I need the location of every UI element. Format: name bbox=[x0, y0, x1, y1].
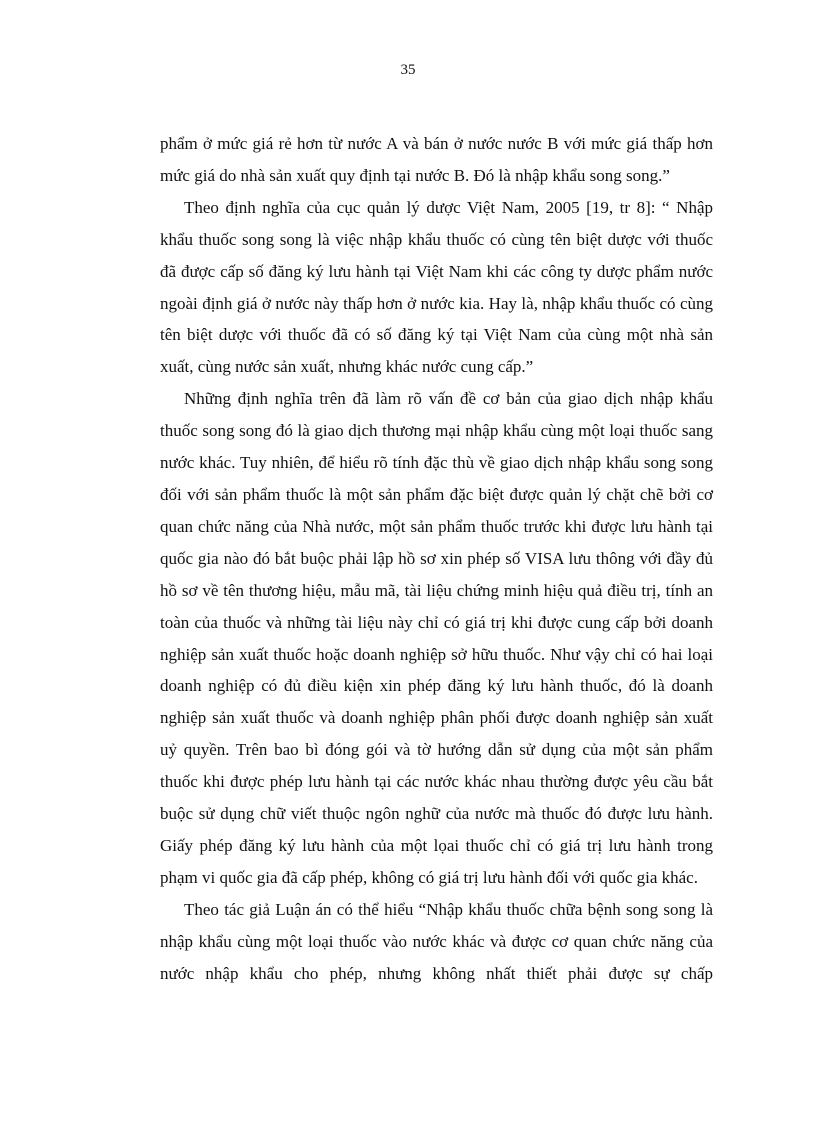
paragraph-author-view: Theo tác giả Luận án có thể hiểu “Nhập khẩu thuốc chữa bệnh song song là nhập khẩu cùng một loại thuốc vào nước khác và được cơ quan chức năng của nước nhập khẩu cho phép, nhưng không nhất thiết phải được sự chấp bbox=[160, 899, 713, 983]
page-number: 35 bbox=[400, 62, 416, 78]
body-text bbox=[160, 128, 713, 989]
paragraph-analysis: Những định nghĩa trên đã làm rõ vấn đề cơ bản của giao dịch nhập khẩu thuốc song song đó là giao dịch thương mại nhập khẩu cùng một loại thuốc sang nước khác. Tuy nhiên, để hiểu rõ tính đặc thù về giao dịch nhập khẩu song song đối với sản phẩm thuốc là một sản phẩm đặc biệt được quản lý chặt chẽ bởi cơ quan chức năng của Nhà nước, một sản phẩm thuốc trước khi được lưu hành tại quốc gia nào đó bắt buộc phải lập hồ sơ xin phép số VISA lưu thông với đầy đủ hồ sơ về tên thương hiệu, mẫu mã, tài liệu chứng minh hiệu quả điều trị, tính an toàn của thuốc và những tài liệu này chỉ có giá trị khi được cung cấp bởi doanh nghiệp sản xuất thuốc hoặc doanh nghiệp sở hữu thuốc. Như vậy chỉ có hai loại doanh nghiệp có đủ điều kiện xin phép đăng ký lưu hành thuốc, đó là doanh nghiệp sản xuất thuốc và doanh nghiệp phân phối được doanh nghiệp sản xuất uỷ quyền. Trên bao bì đóng gói và tờ hướng dẫn sử dụng của một sản phẩm thuốc khi được phép lưu hành tại các nước khác nhau thường được yêu cầu bắt buộc sử dụng chữ viết thuộc ngôn nghữ của nước mà thuốc đó được lưu hành. Giấy phép đăng ký lưu hành của một lọai thuốc chỉ có giá trị lưu hành trong phạm vi quốc gia đã cấp phép, không có giá trị lưu hành đối với quốc gia khác. bbox=[160, 389, 713, 887]
paragraph-continuation: phẩm ở mức giá rẻ hơn từ nước A và bán ở nước nước B với mức giá thấp hơn mức giá do nhà sản xuất quy định tại nước B. Đó là nhập khẩu song song.” bbox=[160, 134, 713, 185]
paragraph-definition: Theo định nghĩa của cục quản lý dược Việt Nam, 2005 [19, tr 8]: “ Nhập khẩu thuốc song song là việc nhập khẩu thuốc có cùng tên biệt dược với thuốc đã được cấp số đăng ký lưu hành tại Việt Nam khi các công ty dược phẩm nước ngoài định giá ở nước này thấp hơn ở nước kia. Hay là, nhập khẩu thuốc có cùng tên biệt dược với thuốc đã có số đăng ký tại Việt Nam của cùng một nhà sản xuất, cùng nước sản xuất, nhưng khác nước cung cấp.” bbox=[160, 197, 713, 377]
